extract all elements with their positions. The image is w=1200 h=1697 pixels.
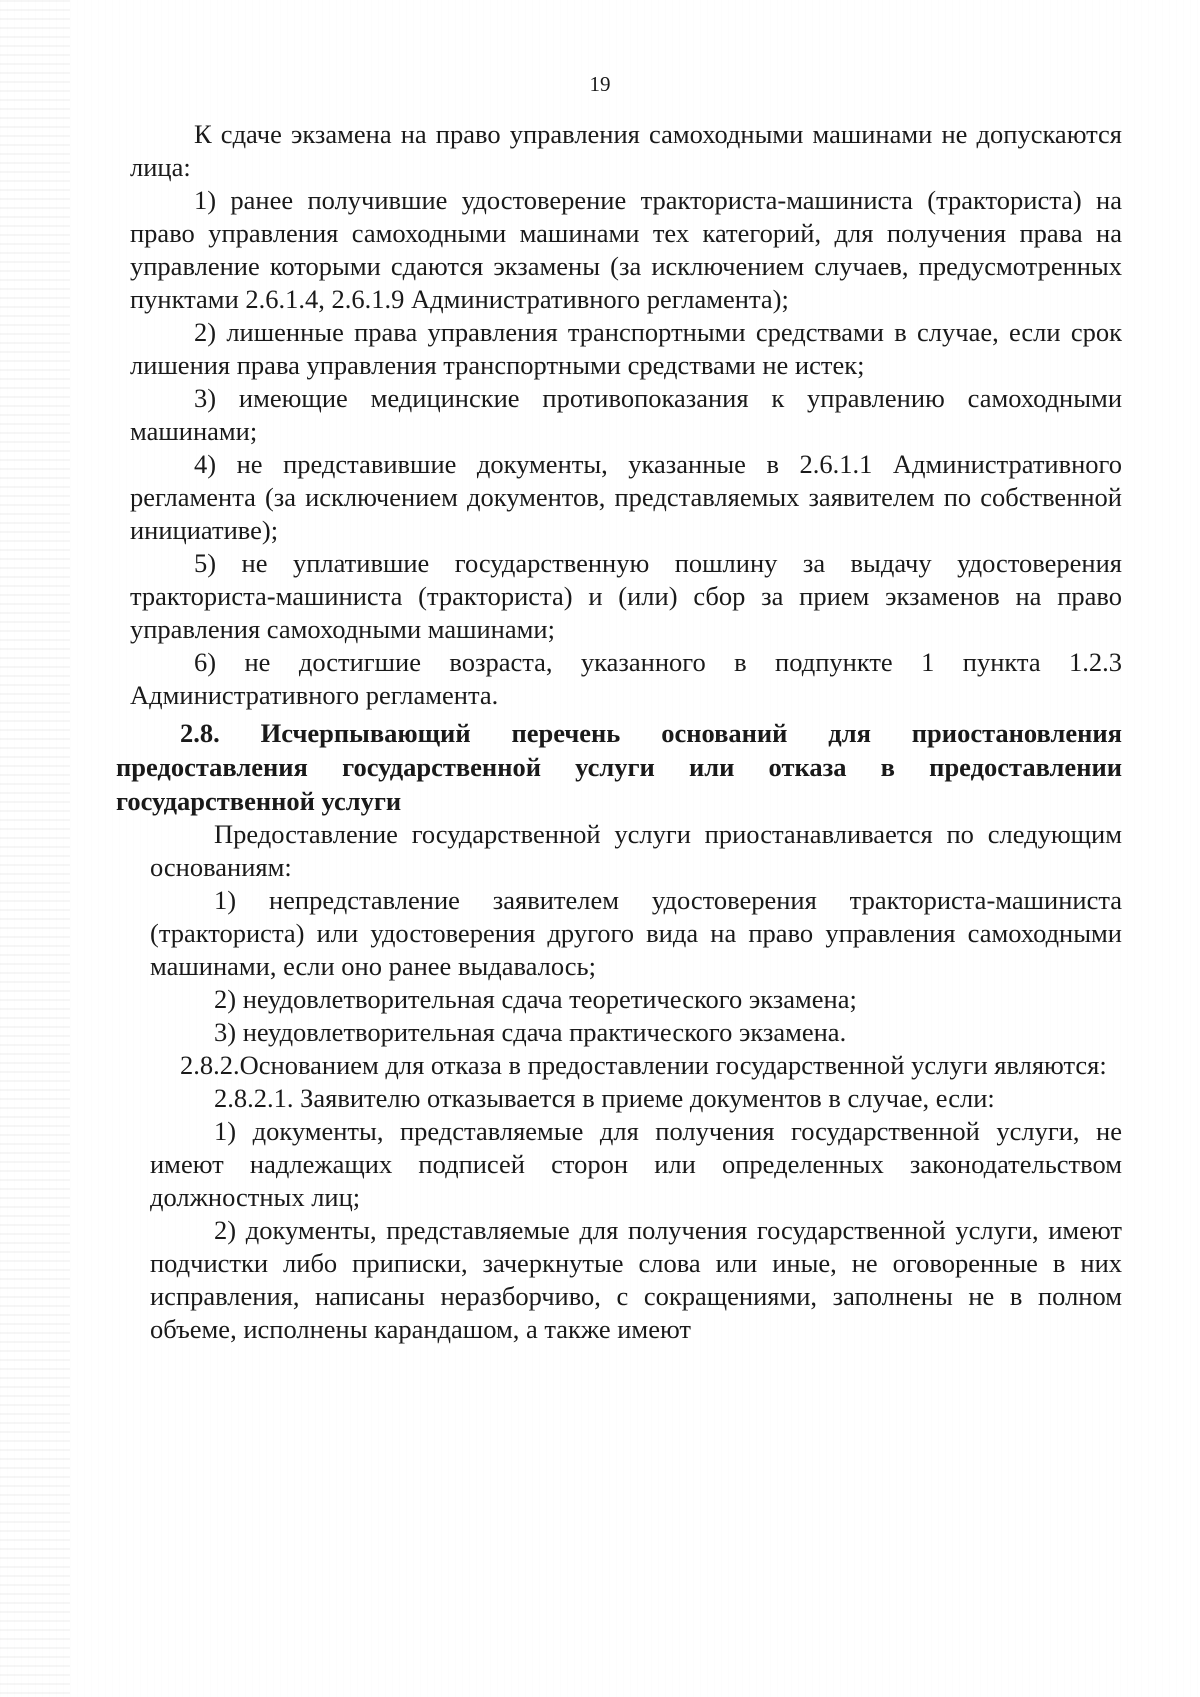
section-heading-text: Исчерпывающий перечень оснований для приостановления предоставления государственной услуги или отказа в предоставлении государственной услуги	[116, 718, 1122, 816]
section3-item-1: 1) документы, представляемые для получения государственной услуги, не имеют надлежащих подписей сторон или определенных законодательством должностных лиц;	[150, 1116, 1122, 1212]
section1-item-3: 3) имеющие медицинские противопоказания к управлению самоходными машинами;	[130, 383, 1122, 446]
refusal-grounds-clause	[116, 1049, 1122, 1082]
clause-2-8-2: 2.8.2.Основанием для отказа в предоставлении государственной услуги являются:	[180, 1050, 1107, 1080]
section2-intro: Предоставление государственной услуги приостанавливается по следующим основаниям:	[150, 819, 1122, 882]
suspension-grounds	[150, 818, 1122, 1049]
section1-item-6: 6) не достигшие возраста, указанного в подпункте 1 пункта 1.2.3 Административного регламента.	[130, 647, 1122, 710]
section2-item-1: 1) непредставление заявителем удостоверения тракториста-машиниста (тракториста) или удостоверения другого вида на право управления самоходными машинами, если оно ранее выдавалось;	[150, 885, 1122, 981]
refusal-grounds-list	[150, 1082, 1122, 1346]
section2-item-2: 2) неудовлетворительная сдача теоретического экзамена;	[214, 984, 857, 1014]
section1-item-2: 2) лишенные права управления транспортными средствами в случае, если срок лишения права управления транспортными средствами не истек;	[130, 317, 1122, 380]
section1-item-1: 1) ранее получившие удостоверение тракториста-машиниста (тракториста) на право управления самоходными машинами тех категорий, для получения права на управление которыми сдаются экзамены (за исключением случаев, предусмотренных пунктами 2.6.1.4, 2.6.1.9 Административного регламента);	[130, 185, 1122, 314]
section1-item-5: 5) не уплатившие государственную пошлину за выдачу удостоверения тракториста-машиниста (тракториста) и (или) сбор за прием экзаменов на право управления самоходными машинами;	[130, 548, 1122, 644]
scan-left-edge-artifact	[0, 0, 70, 1697]
section1-intro: К сдаче экзамена на право управления самоходными машинами не допускаются лица:	[130, 119, 1122, 182]
page-number: 19	[589, 72, 611, 96]
section-heading-number: 2.8.	[180, 718, 220, 748]
document-body	[116, 118, 1122, 1346]
section1-item-4: 4) не представившие документы, указанные в 2.6.1.1 Административного регламента (за исключением документов, представляемых заявителем по собственной инициативе);	[130, 449, 1122, 545]
section-heading	[116, 716, 1122, 818]
section3-item-2: 2) документы, представляемые для получения государственной услуги, имеют подчистки либо приписки, зачеркнутые слова или иные, не оговоренные в них исправления, написаны неразборчиво, с сокращениями, заполнены не в полном объеме, исполнены карандашом, а также имеют	[150, 1215, 1122, 1344]
section2-item-3: 3) неудовлетворительная сдача практического экзамена.	[214, 1017, 847, 1047]
clause-2-8-2-1: 2.8.2.1. Заявителю отказывается в приеме документов в случае, если:	[214, 1083, 995, 1113]
